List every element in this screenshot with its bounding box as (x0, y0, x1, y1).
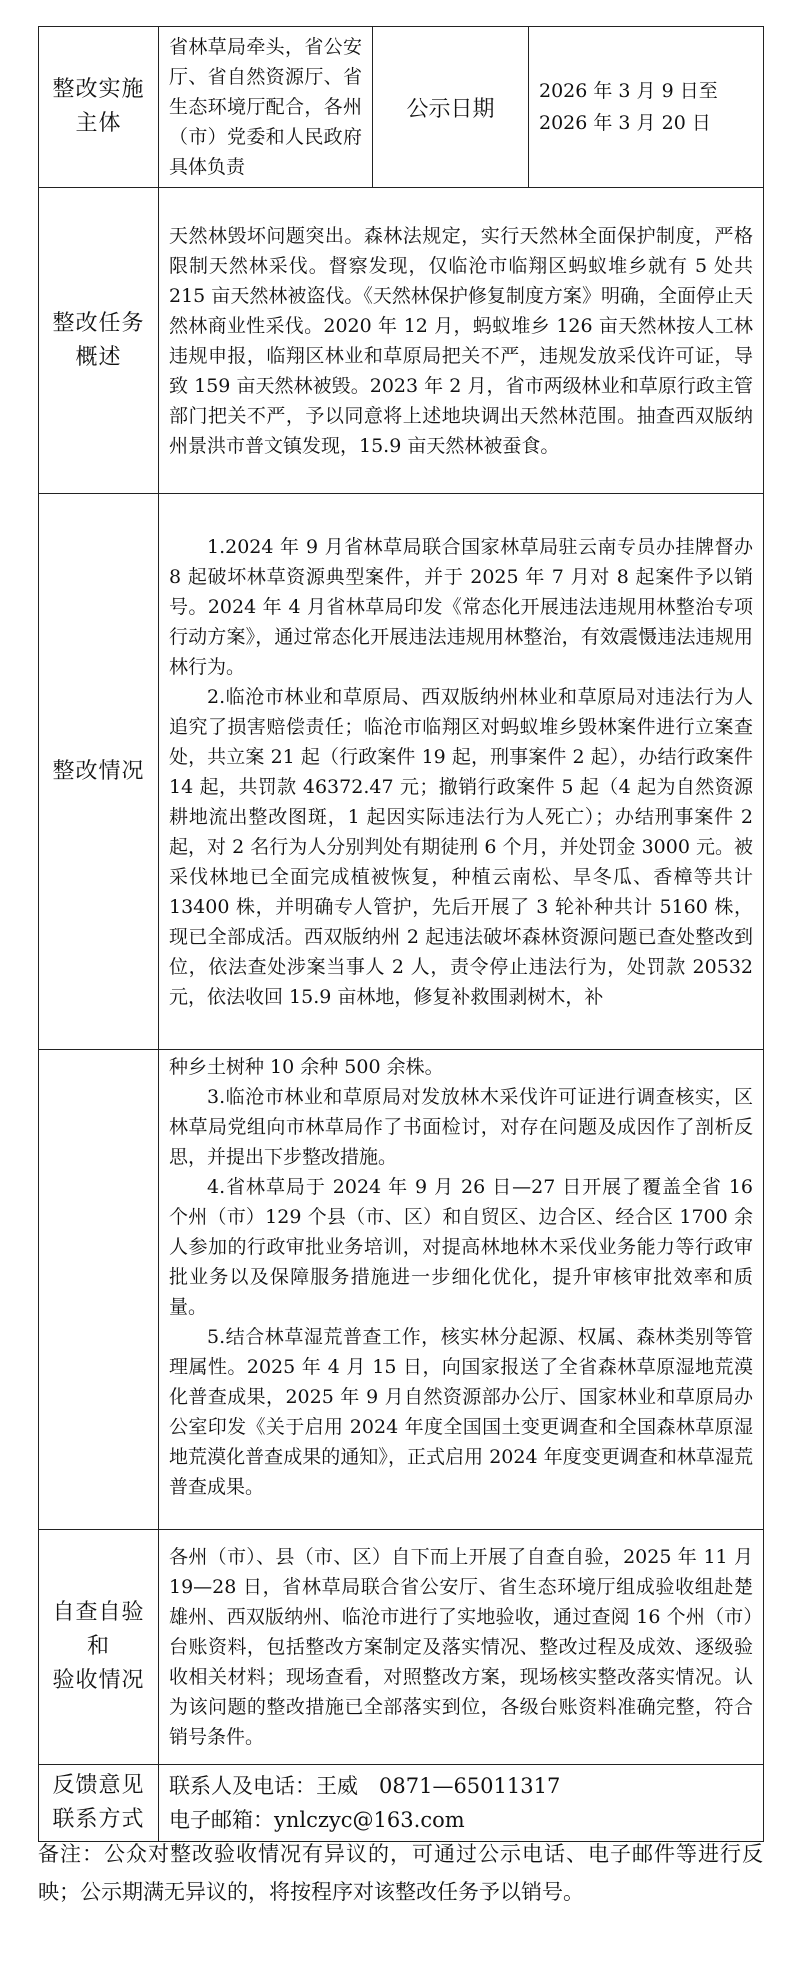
status-paragraph: 3.临沧市林业和草原局对发放林木采伐许可证进行调查核实，区林草局党组向市林草局作了书面检讨，对存在问题及成因作了剖析反思，并提出下步整改措施。 (169, 1086, 753, 1168)
rectification-status-continued-text (159, 1050, 764, 1530)
contact-email[interactable]: 电子邮箱：ynlczyc@163.com (169, 1808, 465, 1832)
label-feedback-contact (39, 1765, 159, 1842)
publication-date-label: 公示日期 (373, 27, 529, 188)
label-line: 自查自验 (52, 1600, 145, 1625)
label-line: 验收情况 (52, 1668, 145, 1693)
label-empty (39, 1050, 159, 1530)
publication-date-value: 2026 年 3 月 9 日至 2026 年 3 月 20 日 (529, 27, 764, 188)
self-check-acceptance-text: 各州（市）、县（市、区）自下而上开展了自查自验，2025 年 11 月 19—28 日，省林草局联合省公安厅、省生态环境厅组成验收组赴楚雄州、西双版纳州、临沧市进行了实地验收，通过查阅 16 个州（市）台账资料，包括整改方案制定及落实情况、整改过程及成效、逐级验收相关材料；现场查看，对照整改方案，现场核实整改落实情况。认为该问题的整改措施已全部落实到位，各级台账资料准确完整，符合销号条件。 (159, 1530, 764, 1765)
task-overview-text: 天然林毁坏问题突出。森林法规定，实行天然林全面保护制度，严格限制天然林采伐。督察发现，仅临沧市临翔区蚂蚁堆乡就有 5 处共 215 亩天然林被盗伐。《天然林保护修复制度方案》明确，全面停止天然林商业性采伐。2020 年 12 月，蚂蚁堆乡 126 亩天然林按人工林违规申报，临翔区林业和草原局把关不严，违规发放采伐许可证，导致 159 亩天然林被毁。2023 年 2 月，省市两级林业和草原行政主管部门把关不严，予以同意将上述地块调出天然林范围。抽查西双版纳州景洪市普文镇发现，15.9 亩天然林被蚕食。 (159, 188, 764, 494)
status-paragraph: 种乡土树种 10 余种 500 余株。 (169, 1056, 444, 1078)
status-paragraph: 2.临沧市林业和草原局、西双版纳州林业和草原局对违法行为人追究了损害赔偿责任；临沧市临翔区对蚂蚁堆乡毁林案件进行立案查处，共立案 21 起（行政案件 19 起，刑事案件 2 起），办结行政案件 14 起，共罚款 46372.47 元；撤销行政案件 5 起（4 起为自然资源耕地流出整改图斑，1 起因实际违法行为人死亡）；办结刑事案件 2 起，对 2 名行为人分别判处有期徒刑 6 个月，并处罚金 3000 元。被采伐林地已全面完成植被恢复，种植云南松、旱冬瓜、香樟等共计 13400 株，并明确专人管护，先后开展了 3 轮补种共计 5160 株，现已全部成活。西双版纳州 2 起违法破坏森林资源问题已查处整改到位，依法查处涉案当事人 2 人，责令停止违法行为，处罚款 20532 元，依法收回 15.9 亩林地，修复补救围剥树木，补 (169, 685, 753, 1008)
label-self-check-acceptance (39, 1530, 159, 1765)
status-paragraph: 1.2024 年 9 月省林草局联合国家林草局驻云南专员办挂牌督办 8 起破坏林草资源典型案件，并于 2025 年 7 月对 8 起案件予以销号。2024 年 4 月省林草局印发《常态化开展违法违规用林整治专项行动方案》，通过常态化开展违法违规用林整治，有效震慑违法违规用林行为。 (169, 535, 753, 678)
status-paragraph: 5.结合林草湿荒普查工作，核实林分起源、权属、森林类别等管理属性。2025 年 4 月 15 日，向国家报送了全省森林草原湿地荒漠化普查成果，2025 年 9 月自然资源部办公厅、国家林业和草原局办公室印发《关于启用 2024 年度全国国土变更调查和全国森林草原湿地荒漠化普查成果的通知》，正式启用 2024 年度变更调查和林草湿荒普查成果。 (169, 1326, 753, 1498)
feedback-contact-cell (159, 1765, 764, 1842)
label-line: 主体 (75, 111, 122, 136)
row-rectification-status-continued (39, 1050, 764, 1530)
label-line: 整改实施 (52, 77, 145, 102)
rectification-status-text (159, 494, 764, 1050)
label-line: 反馈意见 (52, 1773, 145, 1798)
implementing-body-text: 省林草局牵头，省公安厅、省自然资源厅、省生态环境厅配合，各州（市）党委和人民政府具体负责 (159, 27, 373, 188)
label-line: 概述 (75, 344, 122, 370)
rectification-table (38, 26, 763, 1842)
row-feedback-contact (39, 1765, 764, 1842)
label-rectification-status: 整改情况 (39, 494, 159, 1050)
contact-phone: 联系人及电话：王威 0871—65011317 (169, 1774, 561, 1798)
row-self-check-acceptance (39, 1530, 764, 1765)
label-task-overview (39, 188, 159, 494)
label-implementing-body (39, 27, 159, 188)
label-line: 联系方式 (52, 1807, 145, 1832)
row-implementing-body (39, 27, 764, 188)
row-task-overview (39, 188, 764, 494)
status-paragraph: 4.省林草局于 2024 年 9 月 26 日—27 日开展了覆盖全省 16 个州（市）129 个县（市、区）和自贸区、边合区、经合区 1700 余人参加的行政审批业务培训，对提高林地林木采伐业务能力等行政审批业务以及保障服务措施进一步细化优化，提升审核审批效率和质量。 (169, 1176, 753, 1318)
label-line: 和 (86, 1634, 110, 1659)
label-line: 整改任务 (52, 310, 145, 336)
remarks-note: 备注：公众对整改验收情况有异议的，可通过公示电话、电子邮件等进行反映；公示期满无异议的，将按程序对该整改任务予以销号。 (38, 1842, 763, 1904)
row-rectification-status (39, 494, 764, 1050)
